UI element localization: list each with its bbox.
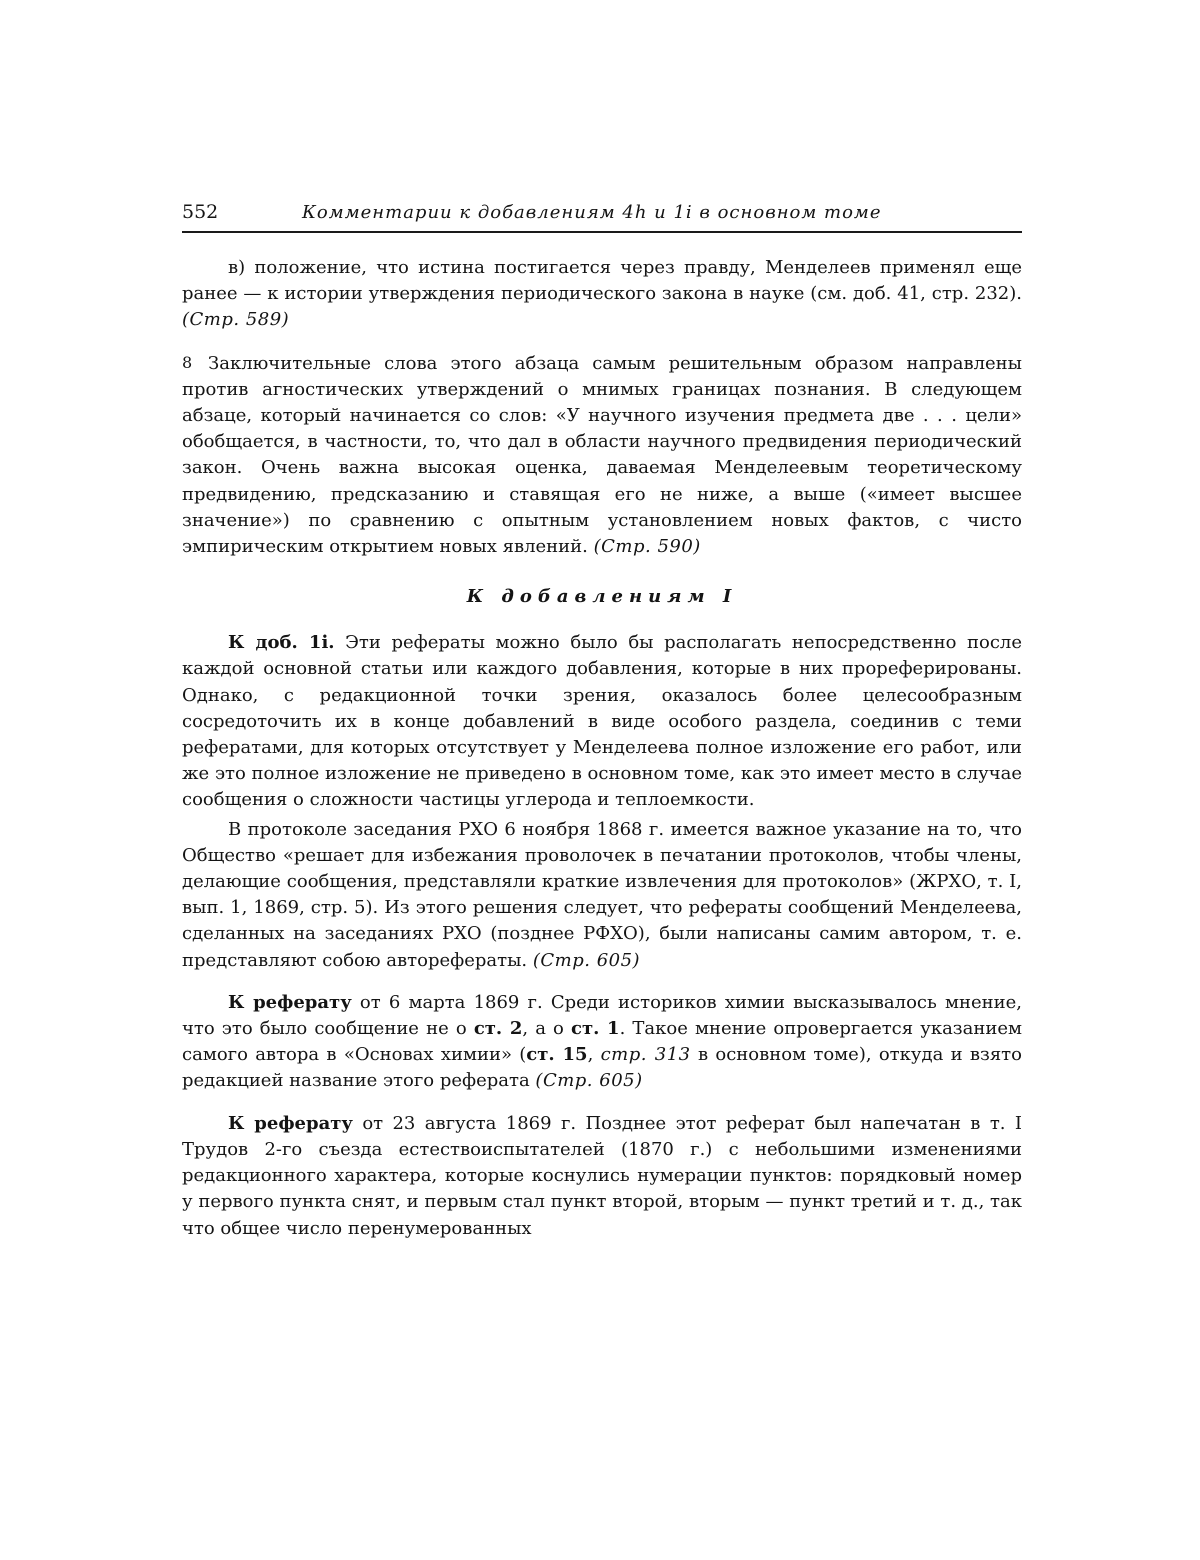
- paragraph-2: [182, 350, 1022, 561]
- paragraph-5: [182, 990, 1022, 1095]
- paragraph-5-text-c: . Такое мнение опровергается указанием самого автора в «Основах химии» (: [182, 1018, 1022, 1066]
- page-reference: (Стр. 605): [535, 1070, 643, 1092]
- paragraph-lead: К реферату: [228, 1112, 353, 1134]
- paragraph-2-text: Заключительные слова этого абзаца самым решительным образом направлены против агностических утверждений о мнимых границах познания. В следующем абзаце, который начинается со слов: «У научного изучения предмета две . . . цели» обобщается, в частности, то, что дал в области научного предвидения периодический закон. Очень важна высокая оценка, даваемая Менделеевым теоретическому предвидению, предсказанию и ставящая его не ниже, а выше («имеет высшее значение») по сравнению с опытным установлением новых фактов, с чисто эмпирическим открытием новых явлений.: [182, 352, 1022, 558]
- paragraph-5-text-d: ,: [587, 1044, 594, 1066]
- article-ref: ст. 1: [571, 1018, 620, 1040]
- paragraph-1-text: в) положение, что истина постигается через правду, Менделеев применял еще ранее — к истории утверждения периодического закона в науке (см. доб. 41, стр. 232).: [182, 257, 1022, 305]
- document-page: [182, 198, 1022, 1242]
- page-number: 552: [182, 201, 219, 223]
- paragraph-5-text-e: в основном томе), откуда и взято редакцией название этого реферата: [182, 1044, 1022, 1092]
- paragraph-5-text-a: от 6 марта 1869 г. Среди историков химии высказывалось мнение, что это было сообщение не о: [182, 991, 1022, 1040]
- paragraph-4-text: В протоколе заседания РХО 6 ноября 1868 г. имеется важное указание на то, что Общество «решает для избежания проволочек в печатании протоколов, чтобы члены, делающие сообщения, представляли краткие извлечения для протоколов» (ЖРХО, т. I, вып. 1, 1869, стр. 5). Из этого решения следует, что рефераты сообщений Менделеева, сделанных на заседаниях РХО (позднее РФХО), были написаны самим автором, т. е. представляют собою авторефераты.: [182, 818, 1022, 971]
- page-reference: (Стр. 589): [182, 309, 290, 331]
- paragraph-3-text: Эти рефераты можно было бы располагать непосредственно после каждой основной статьи или каждого добавления, которые в них прореферированы. Однако, с редакционной точки зрения, оказалось более целесообразным сосредоточить их в конце добавлений в виде особого раздела, соединив с теми рефератами, для которых отсутствует у Менделеева полное изложение его работ, или же это полное изложение не приведено в основном томе, как это имеет место в случае сообщения о сложности частицы углерода и теплоемкости.: [182, 632, 1022, 811]
- footnote-marker: 8: [182, 352, 193, 372]
- page-reference: (Стр. 590): [593, 536, 701, 558]
- paragraph-lead: К реферату: [228, 991, 352, 1013]
- paragraph-6-text: от 23 августа 1869 г. Позднее этот реферат был напечатан в т. I Трудов 2-го съезда естествоиспытателей (1870 г.) с небольшими изменениями редакционного характера, которые коснулись нумерации пунктов: порядковый номер у первого пункта снят, и первым стал пункт второй, вторым — пункт третий и т. д., так что общее число перенумерованных: [182, 1112, 1022, 1239]
- paragraph-5-text-b: , а о: [522, 1018, 564, 1040]
- page-reference: (Стр. 605): [532, 949, 641, 971]
- inline-page-reference: стр. 313: [600, 1044, 691, 1066]
- paragraph-1: [182, 255, 1022, 334]
- article-ref: ст. 2: [473, 1018, 523, 1040]
- article-ref: ст. 15: [526, 1044, 588, 1066]
- paragraph-3: [182, 630, 1022, 813]
- running-header: [182, 198, 1022, 233]
- section-heading: К добавлениям I: [466, 586, 738, 608]
- paragraph-4: [182, 817, 1022, 974]
- paragraph-6: [182, 1111, 1022, 1242]
- paragraph-lead: К доб. 1i.: [228, 632, 335, 654]
- running-title: Комментарии к добавлениям 4h и 1i в основном томе: [302, 202, 882, 223]
